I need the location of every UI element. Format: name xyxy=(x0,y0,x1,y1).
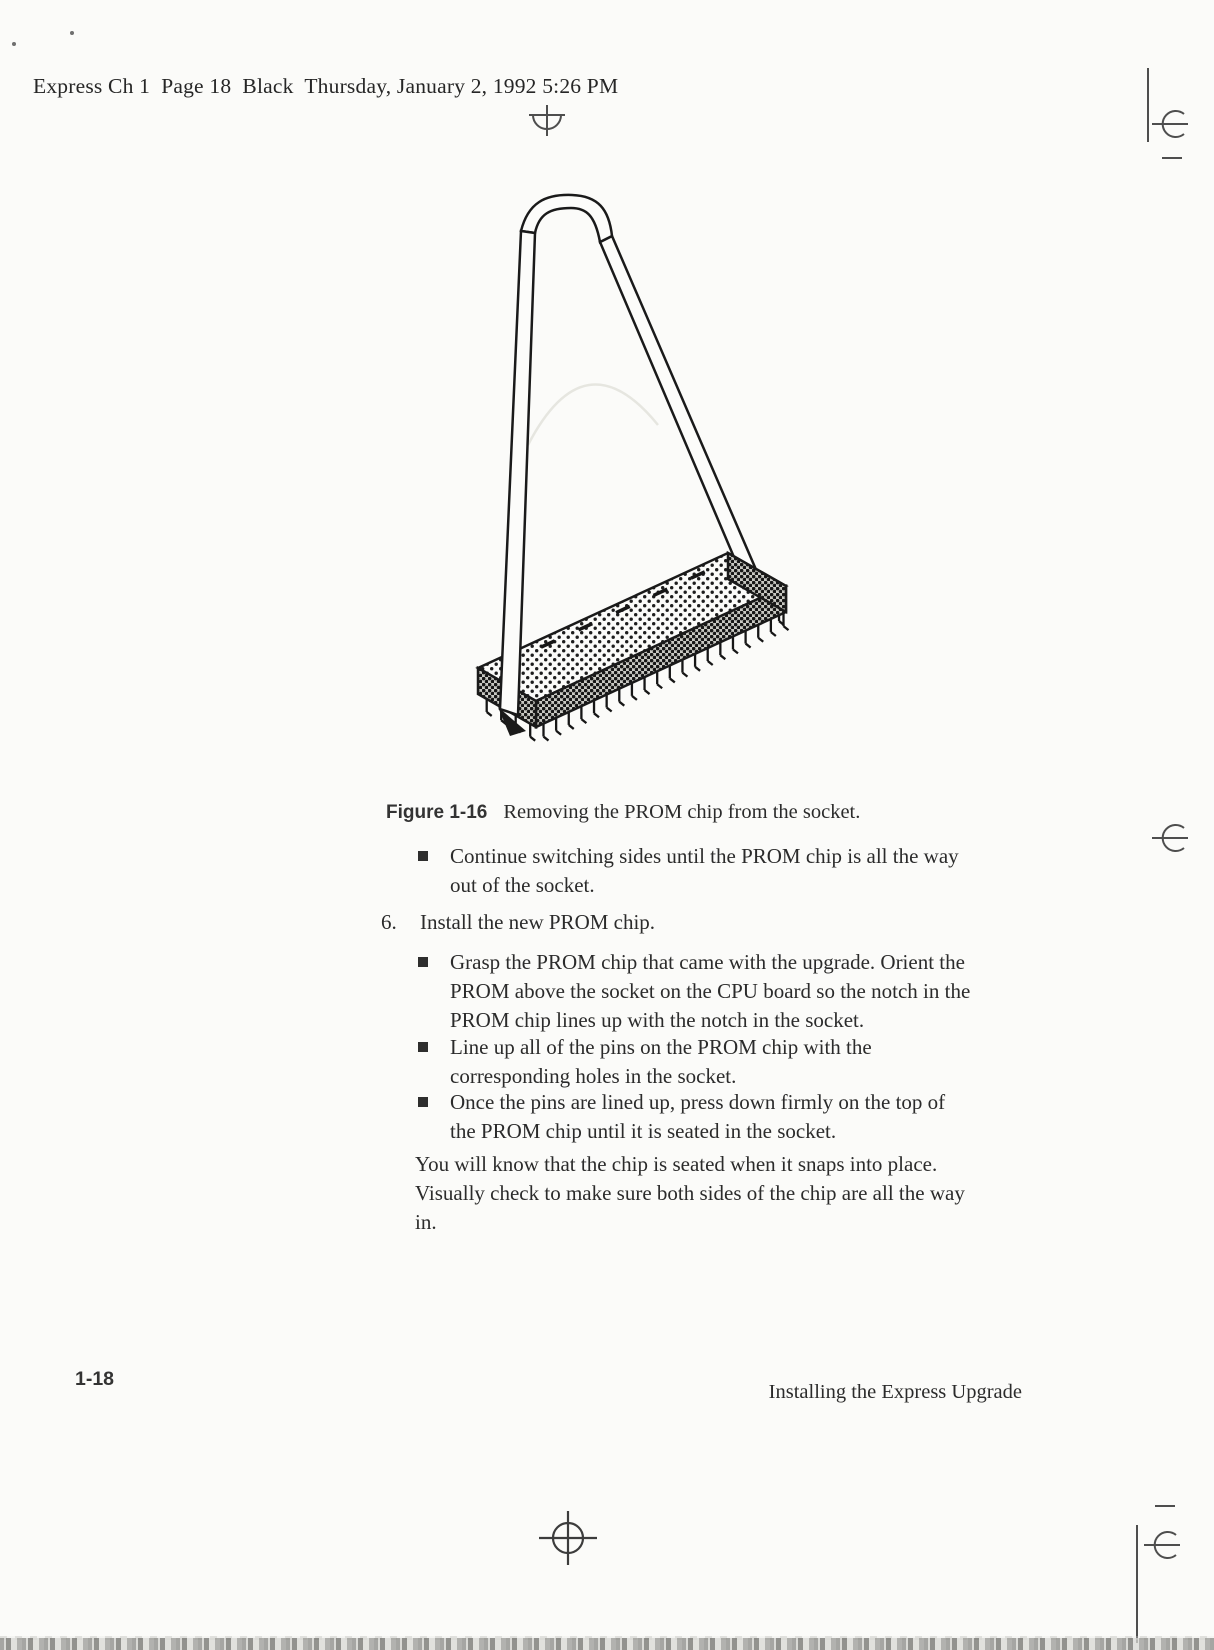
registration-crosshair-icon xyxy=(536,1508,600,1568)
step-text: Install the new PROM chip. xyxy=(420,910,656,934)
text-line: corresponding holes in the socket. xyxy=(450,1064,737,1088)
closing-paragraph xyxy=(415,1150,965,1237)
text-line: Visually check to make sure both sides of the chip are all the way xyxy=(415,1181,965,1205)
print-header-line: Express Ch 1 Page 18 Black Thursday, January 2, 1992 5:26 PM xyxy=(33,74,619,98)
figure-label: Figure 1-16 xyxy=(386,802,488,823)
square-bullet-icon xyxy=(418,957,428,967)
prom-chip xyxy=(478,553,789,741)
registration-c-mark-icon xyxy=(1150,104,1196,144)
crop-dash-icon xyxy=(1155,1505,1175,1507)
footer-running-title: Installing the Express Upgrade xyxy=(768,1381,1022,1403)
square-bullet-icon xyxy=(418,1097,428,1107)
text-line: PROM above the socket on the CPU board so the notch in the xyxy=(450,979,971,1003)
scan-speck xyxy=(70,31,74,35)
scan-speck xyxy=(12,42,16,46)
figure-caption-text: Removing the PROM chip from the socket. xyxy=(503,801,861,823)
footer-page-number: 1-18 xyxy=(75,1368,115,1390)
text-line: Once the pins are lined up, press down firmly on the top of xyxy=(450,1090,946,1114)
text-line: the PROM chip until it is seated in the socket. xyxy=(450,1119,837,1143)
prom-chip-removal-illustration xyxy=(440,185,810,775)
scan-arc-artifact xyxy=(528,385,658,446)
text-line: in. xyxy=(415,1210,437,1234)
registration-psi-mark-icon xyxy=(525,100,569,142)
crop-dash-icon xyxy=(1162,157,1182,159)
list-item-grasp-prom xyxy=(418,948,970,1035)
text-line: out of the socket. xyxy=(450,873,595,897)
text-line: You will know that the chip is seated when it snaps into place. xyxy=(415,1152,938,1176)
registration-c-mark-icon xyxy=(1150,818,1196,858)
scan-noise-band xyxy=(0,1638,1214,1650)
list-item-step-6 xyxy=(381,908,655,937)
figure-caption xyxy=(386,801,860,824)
text-line: Grasp the PROM chip that came with the upgrade. Orient the xyxy=(450,950,965,974)
crop-rule-icon xyxy=(1147,68,1149,142)
list-item-press-down xyxy=(418,1088,945,1146)
registration-c-mark-icon xyxy=(1142,1525,1188,1565)
crop-rule-icon xyxy=(1136,1525,1138,1643)
step-number: 6. xyxy=(381,910,397,934)
text-line: PROM chip lines up with the notch in the socket. xyxy=(450,1008,865,1032)
text-line: Continue switching sides until the PROM chip is all the way xyxy=(450,844,959,868)
text-line: Line up all of the pins on the PROM chip with the xyxy=(450,1035,872,1059)
list-item-continue-switching xyxy=(418,842,959,900)
list-item-line-up-pins xyxy=(418,1033,872,1091)
square-bullet-icon xyxy=(418,1042,428,1052)
square-bullet-icon xyxy=(418,851,428,861)
